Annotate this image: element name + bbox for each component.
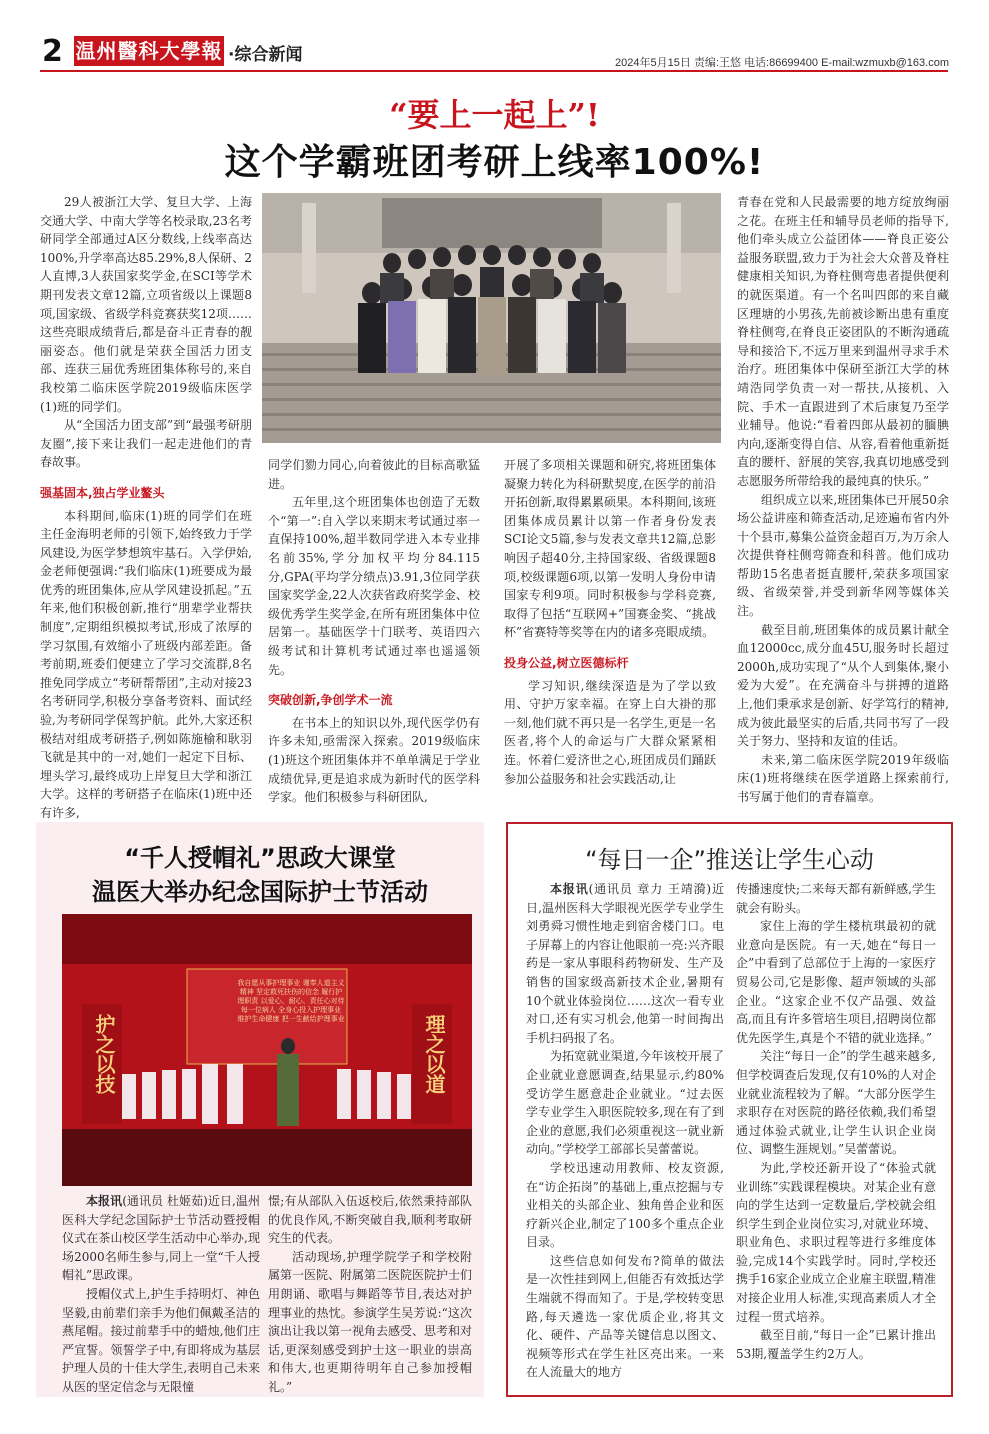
subheading: 投身公益,树立医德标杆 [504,655,629,670]
paragraph: 关注“每日一企”的学生越来越多,但学校调查后发现,仅有10%的人对企业就业流程较为了解。“大部分医学生求职存在对医院的路径依赖,我们希望通过体验式就业,让学生认识企业岗位、调整生涯规划。”吴蕾蕾说。 [736,1049,936,1157]
article2-column-2 [268,1192,472,1397]
paragraph: 活动现场,护理学院学子和学校附属第一医院、附属第二医院医院护士们用朗诵、歌唱与舞蹈等节目,表达对护理事业的热忱。参演学生吴芳说:“这次演出让我以第一视角去感受、思考和对话,更深刻感受到护士这一职业的崇高和伟大,也更期待明年自己参加授帽礼。” [268,1249,473,1394]
newspaper-masthead: 温州醫科大學報 [74,36,224,66]
article3-title: “每日一企”推送让学生心动 [585,846,874,874]
subheading: 突破创新,争创学术一流 [268,693,393,708]
paragraph: 在书本上的知识以外,现代医学仍有许多未知,亟需深入探索。2019级临床(1)班这个班团集体并不单单满足于学业成绩优异,更是追求成为新时代的医学科学家。他们积极参与科研团队, [268,715,480,805]
paragraph: 憬;有从部队入伍返校后,依然秉持部队的优良作风,不断突破自我,顺利考取研究生的代表。 [268,1194,472,1246]
ceremony-photo [62,914,472,1186]
paragraph: 授帽仪式上,护生手持明灯、神色坚毅,由前辈们亲手为他们佩戴圣洁的燕尾帽。接过前辈手中的蜡烛,他们庄严宣誓。领誓学子中,有即将成为基层护理人员的十佳大学生,表明自己未来从医的坚定信念与无限憧 [62,1286,260,1394]
article1-column-4 [737,193,949,807]
oath-screen-text: 我自愿从事护理事业 谨奉人道主义精神 坚定救死扶伤的信念 履行护理职责 以爱心、耐心、责任心对待每一位病人 全身心投入护理事业 维护生命健康 把一生献给护理事业 [237,979,345,1023]
lead-text: 近日,温州医科大学眼视光医学专业学生刘勇舜习惯性地走到宿舍楼门口。电子屏幕上的内容让他眼前一亮:兴齐眼药是一家从事眼科药物研发、生产及销售的国家级高新技术企业,暑期有10个就业体验岗位……这次一看专业对口,还有实习机会,他第一时间掏出手机扫码报了名。 [526,882,724,1045]
banner-left: 护之以技 [92,1014,116,1094]
subheading: 强基固本,独占学业鳌头 [40,485,165,500]
article3-column-1 [526,880,724,1382]
group-photo [262,193,721,443]
paragraph [526,880,724,1047]
article1-column-3 [504,456,716,788]
article2-column-1 [62,1192,260,1397]
paragraph: 青春在党和人民最需要的地方绽放绚丽之花。在班主任和辅导员老师的指导下,他们牵头成立公益团体——脊良正姿公益服务联盟,致力于为社会大众普及脊柱健康相关知识,为脊柱侧弯患者提供便利的就医渠道。有一个名叫四郎的来自藏区理塘的小男孩,先前被诊断出患有重度脊柱侧弯,在脊良正姿团队的不断沟通疏导和接洽下,不远万里来到温州寻求手术治疗。班团集体中保研至浙江大学的林靖浩同学负责一对一帮扶,从接机、入院、手术一直跟进到了术后康复乃至学业辅导。他说:“看着四郎从最初的腼腆内向,逐渐变得自信、从容,看着他重新挺直的腰杆、舒展的笑容,我真切地感受到志愿服务所带给我的最纯真的快乐。” [737,195,949,488]
paragraph: 学校迅速动用教师、校友资源,在“访企拓岗”的基础上,重点挖掘与专业相关的头部企业、独角兽企业和医疗新兴企业,制定了100多个重点企业目录。 [526,1160,724,1250]
article1-column-1 [40,193,252,823]
reporter: (通讯员 杜姬茹) [122,1194,208,1208]
lead-text: 近日,温州医科大学纪念国际护士节活动暨授帽仪式在茶山校区学生活动中心举办,现场2000名师生参与,同上一堂“千人授帽礼”思政课。 [62,1194,260,1283]
article2-title-line2: 温医大举办纪念国际护士节活动 [92,878,428,906]
paragraph: 为此,学校还新开设了“体验式就业训练”实践课程模块。对某企业有意向的学生达到一定数量后,学校就会组织学生到企业岗位实习,对就业环境、职业角色、求职过程等进行多维度体验,完成14个实践学时。同时,学校还携手16家企业成立企业雇主联盟,精准对接企业用人标准,实现高素质人才全过程一贯式培养。 [736,1160,936,1324]
paragraph: 为拓宽就业渠道,今年该校开展了企业就业意愿调查,结果显示,约80%受访学生愿意赴企业就业。“过去医学专业学生入职医院较多,现在有了到企业的意愿,我们必须重视这一就业新动向。”学校学工部部长吴蕾蕾说。 [526,1049,724,1157]
byline: 本报讯 [550,882,589,896]
article1-title: 这个学霸班团考研上线率100%! [224,142,765,183]
article2-title-line1: “千人授帽礼”思政大课堂 [124,844,396,872]
paragraph: 截至目前,“每日一企”已累计推出53期,覆盖学生约2万人。 [736,1328,936,1361]
paragraph: 截至目前,班团集体的成员累计献全血12000cc,成分血45U,服务时长超过2000h,成功实现了“从个人到集体,聚小爱为大爱”。在充满奋斗与拼搏的道路上,他们秉承求是创新、好学笃行的精神,成为彼此最坚实的后盾,共同书写了一段关于努力、坚持和友谊的佳话。 [737,622,949,749]
reporter: (通讯员 章力 王靖漪) [588,882,712,896]
group-photo-image [262,193,721,443]
banner-right: 理之以道 [422,1014,446,1094]
article3-column-2 [736,880,936,1363]
paragraph: 这些信息如何发布?简单的做法是一次性挂到网上,但能否有效抵达学生端就不得而知了。于是,学校转变思路,每天遴选一家优质企业,将其文化、硬件、产品等关键信息以图文、视频等形式在学生社区亮出来。一来在人流量大的地方 [526,1253,724,1380]
paragraph: 本科期间,临床(1)班的同学们在班主任金海明老师的引领下,始终致力于学风建设,为医学梦想筑牢基石。入学伊始,金老师便强调:“我们临床(1)班要成为最优秀的班团集体,应从学风建设抓起。”五年来,他们积极创新,推行“朋辈学业帮扶制度”,定期组织模拟考试,形成了浓厚的学习氛围,有效缩小了班级内部差距。备考前期,班委们便建立了学习交流群,8名推免同学成立“考研帮帮团”,主动对接23名考研同学,积极分享备考资料、面试经验,为考研同学保驾护航。此外,大家还积极结对组成考研搭子,例如陈施榆和耿羽飞就是其中的一对,她们一起定下目标、埋头学习,最终成功上岸复旦大学和浙江大学。这样的考研搭子在临床(1)班中还有许多, [40,508,252,820]
header-rule [40,70,948,72]
paragraph: 五年里,这个班团集体也创造了无数个“第一”:自入学以来期末考试通过率一直保持100%,超半数同学进入本专业排名前35%,学分加权平均分84.115分,GPA(平均学分绩点)3.91,3位同学获国家奖学金,22人次获省政府奖学金、校级优秀学生奖学金,在所有班团集体中位居第一。基础医学十门联考、英语四六级考试和计算机考试通过率也遥遥领先。 [268,495,480,677]
paragraph: 29人被浙江大学、复旦大学、上海交通大学、中南大学等名校录取,23名考研同学全部通过A区分数线,上线率高达100%,升学率高达85.29%,8人保研、2人直博,3人获国家奖学金,在SCI等学术期刊发表文章12篇,立项省级以上课题8项,国家级、省级学科竞赛获奖12项……这些亮眼成绩背后,都是奋斗正青春的靓丽姿态。他们就是荣获全国活力团支部、连获三届优秀班团集体称号的,来自我校第二临床医学院2019级临床医学(1)班的同学们。 [40,195,252,414]
article1-kicker: “要上一起上”! [389,96,600,134]
paragraph: 家住上海的学生楼杭琪最初的就业意向是医院。有一天,她在“每日一企”中看到了总部位于上海的一家医疗贸易公司,它是影像、超声领域的头部企业。“这家企业不仅产品强、效益高,而且有许多管培生项目,招聘岗位都优先医学生,真是个不错的就业选择。” [736,919,936,1045]
paragraph: 开展了多项相关课题和研究,将班团集体凝聚力转化为科研默契度,在医学的前沿开拓创新,取得累累硕果。本科期间,该班团集体成员累计以第一作者身份发表SCI论文5篇,参与发表文章共12篇,总影响因子超40分,主持国家级、省级课题8项,校级课题6项,以第一发明人身份申请国家专利9项。同时积极参与学科竞赛,取得了包括“互联网+”国赛金奖、“挑战杯”省赛特等奖等在内的诸多亮眼成绩。 [504,458,716,640]
paragraph: 同学们勠力同心,向着彼此的目标高歌猛进。 [268,458,480,491]
paragraph: 学习知识,继续深造是为了学以致用、守护万家幸福。在穿上白大褂的那一刻,他们就不再只是一名学生,更是一名医者,将个人的命运与广大群众紧紧相连。怀着仁爱济世之心,班团成员们踊跃参加公益服务和社会实践活动,让 [504,678,716,786]
paragraph: 未来,第二临床医学院2019年级临床(1)班将继续在医学道路上探索前行,书写属于他们的青春篇章。 [737,752,949,804]
article1-column-2 [268,456,480,807]
section-name: ·综合新闻 [228,45,303,65]
paragraph: 从“全国活力团支部”到“最强考研朋友圈”,接下来让我们一起走进他们的青春故事。 [40,418,252,470]
paragraph: 传播速度快;二来每天都有新鲜感,学生就会有盼头。 [736,882,936,915]
paragraph [62,1192,260,1285]
paragraph: 组织成立以来,班团集体已开展50余场公益讲座和筛查活动,足迹遍布省内外十个县市,募集公益资金超百万,为万余人次提供脊柱侧弯筛查和科普。他们成功帮助15名患者挺直腰杆,荣获多项国家级、省级荣誉,并受到新华网等媒体关注。 [737,492,949,619]
page-meta: 2024年5月15日 责编:王悠 电话:86699400 E-mail:wzmuxb@163.com [615,57,949,69]
ceremony-photo-image [62,914,472,1186]
byline: 本报讯 [86,1194,123,1208]
page-number: 2 [42,34,63,69]
